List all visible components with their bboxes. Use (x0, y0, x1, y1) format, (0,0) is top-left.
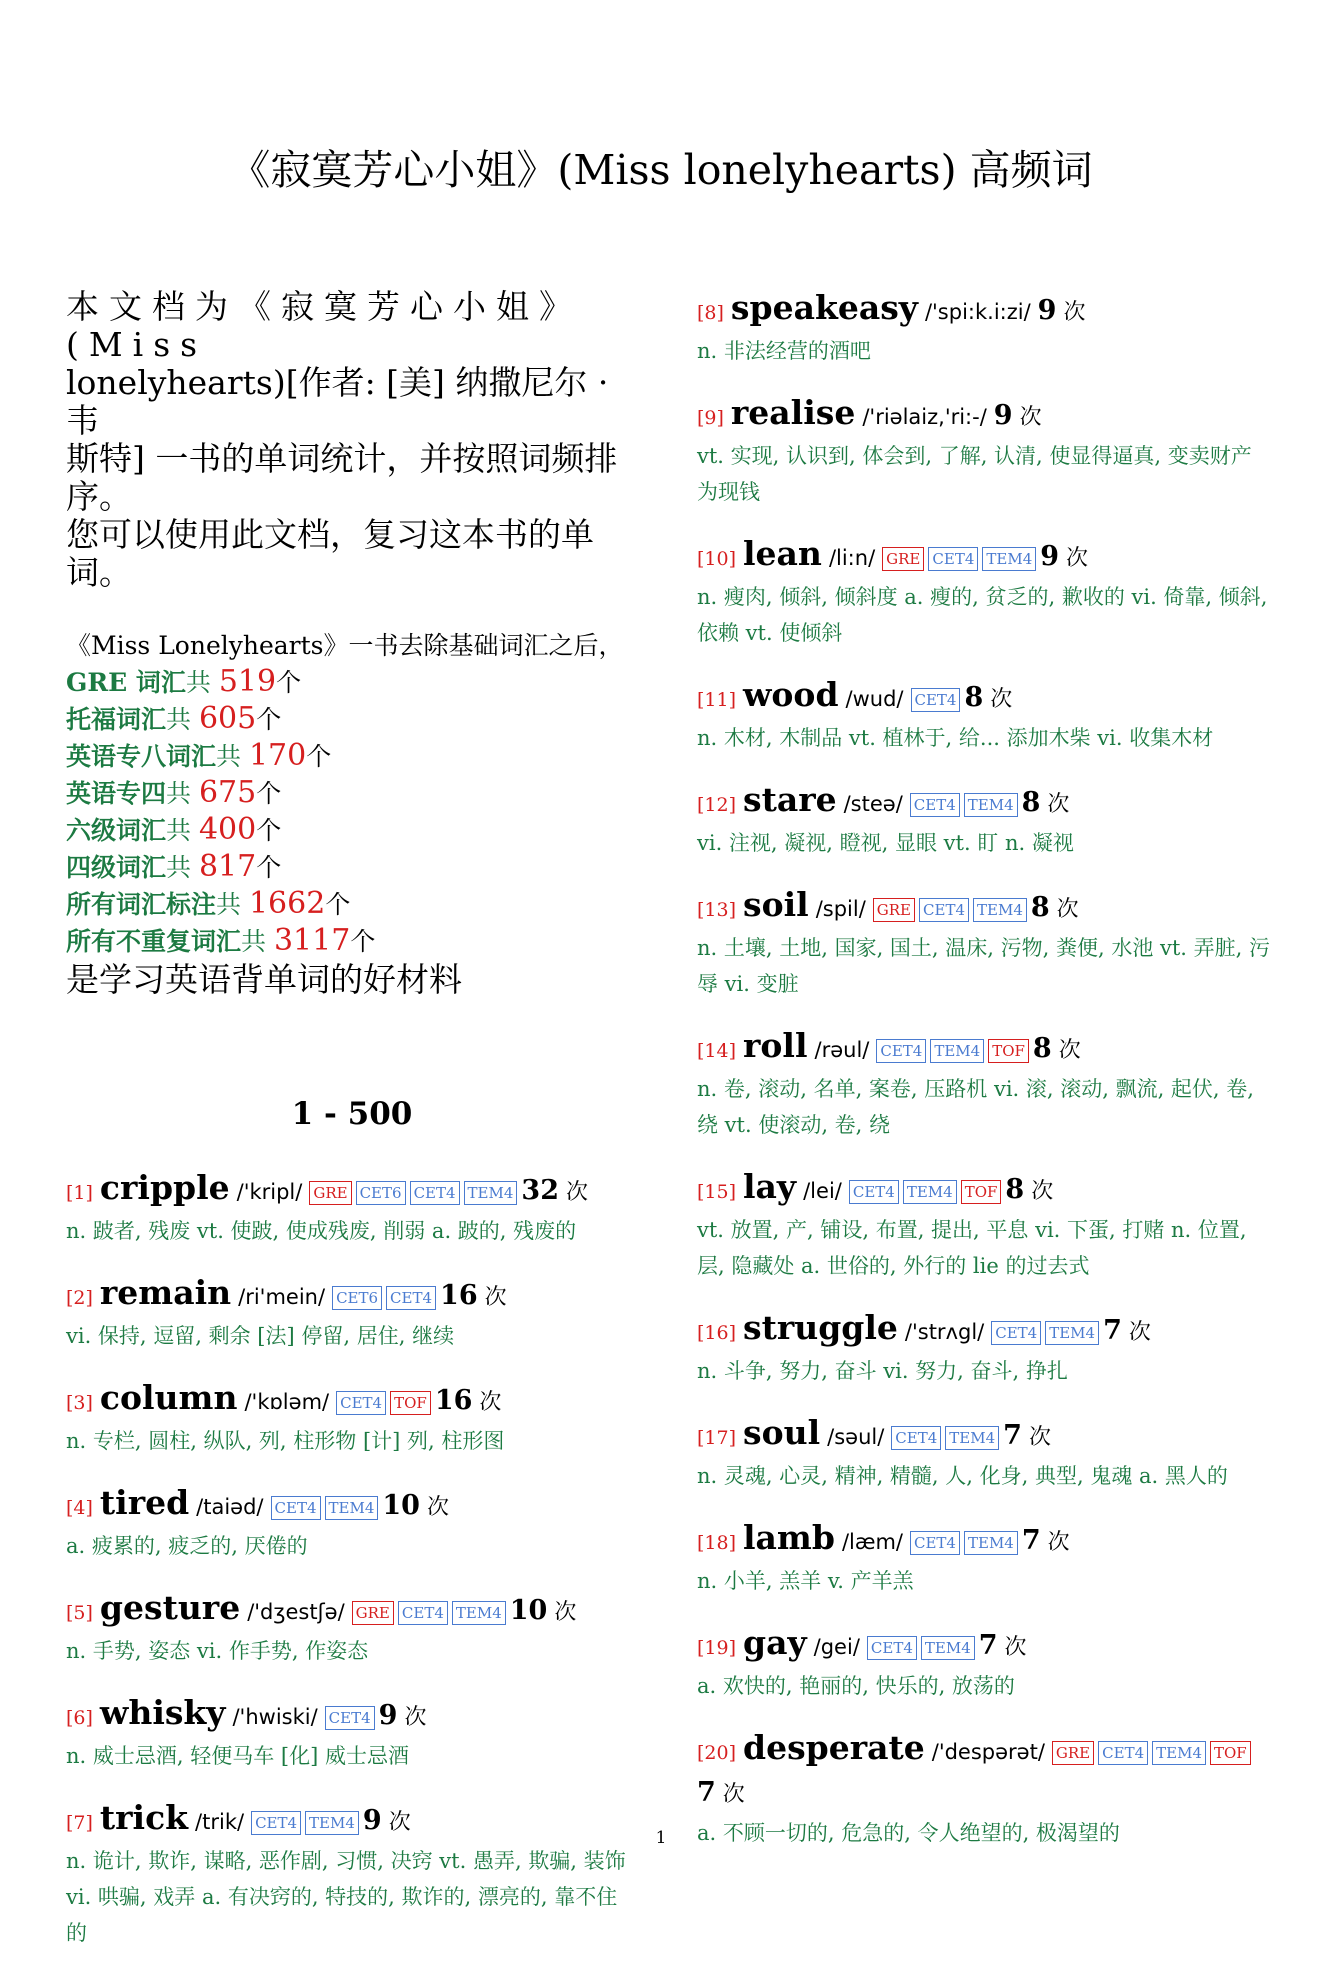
exam-tag: TOF (961, 1180, 1002, 1204)
exam-tag: CET4 (325, 1706, 375, 1730)
entry-definition: vi. 注视, 凝视, 瞪视, 显眼 vt. 盯 n. 凝视 (697, 831, 1074, 855)
stats-lead: 《Miss Lonelyhearts》一书去除基础词汇之后， (66, 631, 624, 660)
entry-phonetic: /'dʒestʃə/ (247, 1600, 345, 1624)
entry-head (697, 288, 1271, 333)
entry-phonetic: /taiəd/ (196, 1495, 264, 1519)
exam-tag: TOF (1210, 1741, 1251, 1765)
stats-unit: 个 (350, 927, 376, 956)
word-entry (697, 534, 1271, 651)
exam-tag: CET4 (251, 1811, 301, 1835)
stats-mid: 共 (216, 890, 249, 919)
entry-count: 32 (521, 1175, 559, 1206)
exam-tag: TEM4 (964, 1531, 1018, 1555)
entry-word: roll (743, 1026, 808, 1065)
word-entry (697, 288, 1271, 369)
entry-word: column (99, 1378, 238, 1417)
entry-index: [8] (697, 302, 724, 324)
stats-row (66, 775, 638, 812)
entry-count-unit: 次 (1047, 1530, 1070, 1555)
entry-index: [19] (697, 1637, 737, 1659)
entry-count-unit: 次 (1028, 1425, 1051, 1450)
entry-count-unit: 次 (1047, 792, 1070, 817)
exam-tag: CET4 (398, 1601, 448, 1625)
intro-line: 本文档为《寂寞芳心小姐》(Miss (66, 287, 582, 364)
entry-word: struggle (743, 1308, 898, 1347)
stats-unit: 个 (276, 668, 302, 697)
entry-word: tired (99, 1483, 190, 1522)
entry-phonetic: /spil/ (815, 897, 866, 921)
entry-index: [10] (697, 548, 737, 570)
entry-count: 9 (1040, 541, 1060, 572)
entry-head (697, 885, 1271, 930)
intro-line: 词。 (66, 553, 132, 592)
stats-label: 所有词汇标注 (66, 890, 217, 919)
entry-count: 7 (1021, 1525, 1041, 1556)
stats-count: 170 (248, 738, 307, 773)
entry-count-unit: 次 (1066, 546, 1089, 571)
entry-count: 16 (434, 1385, 473, 1416)
entry-count-unit: 次 (554, 1600, 577, 1625)
entry-head (66, 1693, 638, 1738)
exam-tag: TEM4 (982, 547, 1036, 571)
entry-count: 7 (1103, 1315, 1122, 1346)
word-entry (66, 1273, 638, 1354)
entry-head (697, 393, 1271, 438)
entry-definition: n. 瘦肉, 倾斜, 倾斜度 a. 瘦的, 贫乏的, 歉收的 vi. 倚靠, 倾斜, 依赖 vt. 使倾斜 (697, 585, 1268, 645)
stats-unit: 个 (306, 742, 332, 771)
entry-phonetic: /lei/ (803, 1179, 842, 1203)
entry-phonetic: /'despərət/ (931, 1740, 1045, 1764)
exam-tag: CET4 (928, 547, 978, 571)
entry-definition: a. 欢快的, 艳丽的, 快乐的, 放荡的 (697, 1674, 1015, 1698)
entry-count-unit: 次 (722, 1782, 745, 1807)
entry-definition: n. 木材, 木制品 vt. 植林于, 给... 添加木柴 vi. 收集木材 (697, 726, 1214, 750)
entry-index: [20] (697, 1742, 737, 1764)
entry-definition: n. 跛者, 残废 vt. 使跛, 使成残废, 削弱 a. 跛的, 残废的 (66, 1219, 577, 1243)
exam-tag: TEM4 (325, 1496, 379, 1520)
entry-count-unit: 次 (565, 1180, 588, 1205)
entry-phonetic: /steə/ (843, 792, 903, 816)
entry-word: speakeasy (730, 288, 918, 327)
stats-count: 519 (218, 664, 277, 699)
entry-phonetic: /læm/ (841, 1530, 903, 1554)
stats-mid: 共 (241, 927, 274, 956)
entry-count-unit: 次 (388, 1810, 411, 1835)
exam-tag: TOF (988, 1039, 1029, 1063)
stats-row (66, 812, 638, 849)
word-entry (697, 1623, 1271, 1704)
word-entry (697, 780, 1271, 861)
entry-index: [12] (697, 794, 737, 816)
exam-tag: TEM4 (930, 1039, 984, 1063)
entry-word: whisky (99, 1693, 226, 1732)
exam-tag: CET4 (849, 1180, 899, 1204)
entry-phonetic: /gei/ (813, 1635, 860, 1659)
entry-phonetic: /trik/ (195, 1810, 245, 1834)
stats-count: 605 (198, 701, 257, 736)
exam-tag: CET4 (410, 1181, 460, 1205)
page-number: 1 (655, 1828, 667, 1848)
exam-tag: TEM4 (1045, 1321, 1099, 1345)
stats-row (66, 886, 638, 923)
entry-word: gay (743, 1623, 807, 1662)
entry-head (697, 1167, 1271, 1212)
exam-tag: TEM4 (964, 793, 1018, 817)
exam-tag: CET4 (867, 1636, 917, 1660)
entry-phonetic: /'spi:k.i:zi/ (924, 300, 1031, 324)
entry-index: [14] (697, 1040, 737, 1062)
entry-word: lean (743, 534, 822, 573)
entry-count: 9 (1037, 295, 1057, 326)
entry-definition: n. 威士忌酒, 轻便马车 [化] 威士忌酒 (66, 1744, 409, 1768)
stats-mid: 共 (166, 705, 199, 734)
entry-definition: n. 小羊, 羔羊 v. 产羊羔 (697, 1569, 914, 1593)
entry-index: [5] (66, 1602, 93, 1624)
entry-phonetic: /'kripl/ (236, 1180, 303, 1204)
entry-phonetic: /'strʌgl/ (904, 1320, 985, 1344)
entry-count: 16 (440, 1280, 478, 1311)
exam-tag: CET4 (891, 1426, 941, 1450)
entry-index: [15] (697, 1181, 737, 1203)
stats-unit: 个 (256, 816, 282, 845)
entry-count: 10 (382, 1490, 420, 1521)
entry-definition: n. 土壤, 土地, 国家, 国土, 温床, 污物, 粪便, 水池 vt. 弄脏, 污辱 vi. 变脏 (697, 936, 1271, 996)
entry-phonetic: /'hwiski/ (232, 1705, 318, 1729)
entry-index: [3] (66, 1392, 93, 1414)
entry-count: 7 (1003, 1420, 1022, 1451)
entry-word: trick (99, 1798, 189, 1837)
word-entry (697, 1167, 1271, 1284)
intro-line: 序。 (66, 477, 132, 516)
intro-line: lonelyhearts)[作者: [美] 纳撒尼尔 · 韦 (66, 363, 609, 440)
entry-index: [17] (697, 1427, 737, 1449)
exam-tag: TEM4 (973, 898, 1027, 922)
exam-tag: CET4 (386, 1286, 436, 1310)
entry-head (697, 675, 1271, 720)
stats-unit: 个 (256, 779, 282, 808)
word-entry (66, 1378, 638, 1459)
word-entry (697, 885, 1271, 1002)
stats-label: 所有不重复词汇 (66, 927, 242, 956)
stats-mid: 共 (166, 816, 199, 845)
word-entry (66, 1798, 638, 1951)
exam-tag: GRE (873, 898, 915, 922)
vocab-stats (66, 628, 638, 1000)
exam-tag: TEM4 (464, 1181, 518, 1205)
entry-index: [1] (66, 1182, 93, 1204)
entry-index: [16] (697, 1322, 737, 1344)
entry-word: lamb (743, 1518, 835, 1557)
entry-head (66, 1378, 638, 1423)
entry-head (697, 1623, 1271, 1668)
entry-count: 9 (993, 400, 1013, 431)
entry-count-unit: 次 (1019, 405, 1042, 430)
entry-count-unit: 次 (990, 687, 1013, 712)
stats-count: 817 (198, 849, 257, 884)
word-entry (697, 1413, 1271, 1494)
stats-count: 1662 (248, 886, 326, 921)
entry-definition: n. 诡计, 欺诈, 谋略, 恶作剧, 习惯, 决窍 vt. 愚弄, 欺骗, 装饰 vi. 哄骗, 戏弄 a. 有决窍的, 特技的, 欺诈的, 漂亮的, 靠不住的 (66, 1849, 626, 1945)
entry-word: soil (743, 885, 809, 924)
exam-tag: TEM4 (921, 1636, 975, 1660)
stats-unit: 个 (325, 890, 351, 919)
stats-mid: 共 (216, 742, 249, 771)
exam-tag: GRE (309, 1181, 351, 1205)
stats-mid: 共 (166, 853, 199, 882)
entry-head (697, 1308, 1271, 1353)
entry-word: gesture (99, 1588, 241, 1627)
entry-head (697, 1518, 1271, 1563)
exam-tag: CET4 (876, 1039, 926, 1063)
entry-count-unit: 次 (1058, 1038, 1081, 1063)
stats-unit: 个 (256, 705, 282, 734)
entry-head (697, 534, 1271, 579)
exam-tag: TEM4 (305, 1811, 359, 1835)
word-entry (697, 1308, 1271, 1389)
entry-definition: n. 非法经营的酒吧 (697, 339, 871, 363)
entry-index: [9] (697, 407, 724, 429)
word-entry (697, 1026, 1271, 1143)
entry-head (697, 1728, 1271, 1815)
word-entry (697, 675, 1271, 756)
entry-definition: a. 不顾一切的, 危急的, 令人绝望的, 极渴望的 (697, 1821, 1120, 1845)
entry-word: realise (730, 393, 856, 432)
stats-label: 英语专八词汇 (66, 742, 217, 771)
exam-tag: TEM4 (452, 1601, 506, 1625)
stats-closing: 是学习英语背单词的好材料 (66, 960, 462, 999)
exam-tag: CET4 (336, 1391, 386, 1415)
entry-count-unit: 次 (404, 1705, 427, 1730)
intro-paragraph (66, 288, 638, 592)
word-entry (66, 1168, 638, 1249)
stats-count: 3117 (273, 923, 351, 958)
entry-count: 8 (1032, 1033, 1052, 1064)
exam-tag: CET4 (910, 793, 960, 817)
entry-count-unit: 次 (1031, 1179, 1054, 1204)
exam-tag: CET6 (332, 1286, 382, 1310)
exam-tag: CET4 (919, 898, 969, 922)
stats-label: 四级词汇 (66, 853, 167, 882)
word-entry (66, 1483, 638, 1564)
entry-count: 8 (1005, 1174, 1025, 1205)
entry-count-unit: 次 (1004, 1635, 1027, 1660)
entry-index: [2] (66, 1287, 93, 1309)
entry-count-unit: 次 (1056, 897, 1079, 922)
entry-count-unit: 次 (479, 1390, 502, 1415)
entry-definition: n. 专栏, 圆柱, 纵队, 列, 柱形物 [计] 列, 柱形图 (66, 1429, 505, 1453)
entry-phonetic: /rəul/ (814, 1038, 870, 1062)
entry-head (697, 780, 1271, 825)
stats-mid: 共 (166, 779, 199, 808)
exam-tag: TEM4 (1152, 1741, 1206, 1765)
exam-tag: CET4 (1098, 1741, 1148, 1765)
entry-count: 9 (362, 1805, 382, 1836)
stats-label: 英语专四 (66, 779, 167, 808)
intro-line: 斯特] 一书的单词统计，并按照词频排 (66, 439, 618, 478)
entry-count-unit: 次 (1128, 1320, 1151, 1345)
word-entry (66, 1588, 638, 1669)
entry-definition: vt. 实现, 认识到, 体会到, 了解, 认清, 使显得逼真, 变卖财产为现钱 (697, 444, 1252, 504)
entry-index: [13] (697, 899, 737, 921)
entry-index: [18] (697, 1532, 737, 1554)
exam-tag: CET4 (910, 1531, 960, 1555)
entry-count: 7 (697, 1777, 716, 1808)
stats-row (66, 849, 638, 886)
entry-phonetic: /wud/ (845, 687, 904, 711)
exam-tag: GRE (882, 547, 924, 571)
entry-index: [4] (66, 1497, 93, 1519)
entry-head (697, 1026, 1271, 1071)
entry-word: desperate (743, 1728, 925, 1767)
entry-count: 8 (1030, 892, 1050, 923)
entry-word: remain (99, 1273, 232, 1312)
entry-head (66, 1168, 638, 1213)
entry-word: stare (743, 780, 837, 819)
entry-count: 7 (978, 1630, 998, 1661)
word-entry (697, 393, 1271, 510)
entry-head (66, 1273, 638, 1318)
stats-count: 400 (198, 812, 257, 847)
entry-count-unit: 次 (426, 1495, 449, 1520)
stats-label: 托福词汇 (66, 705, 167, 734)
exam-tag: CET6 (356, 1181, 406, 1205)
entry-phonetic: /'kɒləm/ (244, 1390, 330, 1414)
entry-head (66, 1483, 638, 1528)
entry-index: [11] (697, 689, 737, 711)
stats-row (66, 701, 638, 738)
stats-label: 六级词汇 (66, 816, 167, 845)
entry-count: 10 (509, 1595, 548, 1626)
entry-definition: vi. 保持, 逗留, 剩余 [法] 停留, 居住, 继续 (66, 1324, 455, 1348)
exam-tag: TEM4 (903, 1180, 957, 1204)
word-list-right (697, 288, 1271, 1851)
entry-definition: n. 卷, 滚动, 名单, 案卷, 压路机 vi. 滚, 滚动, 飘流, 起伏, 卷, 绕 vt. 使滚动, 卷, 绕 (697, 1077, 1254, 1137)
stats-mid: 共 (185, 668, 219, 697)
stats-label: GRE 词汇 (66, 668, 186, 697)
stats-rows (66, 664, 638, 960)
entry-index: [6] (66, 1707, 93, 1729)
stats-row (66, 738, 638, 775)
stats-row (66, 664, 638, 701)
word-entry (66, 1693, 638, 1774)
page-title: 《寂寞芳心小姐》(Miss lonelyhearts) 高频词 (229, 146, 1093, 194)
stats-count: 675 (198, 775, 257, 810)
left-column (66, 288, 638, 1975)
entry-phonetic: /li:n/ (828, 546, 876, 570)
entry-definition: n. 斗争, 努力, 奋斗 vi. 努力, 奋斗, 挣扎 (697, 1359, 1068, 1383)
entry-count: 8 (964, 682, 984, 713)
entry-word: lay (743, 1167, 797, 1206)
stats-row (66, 923, 638, 960)
exam-tag: CET4 (271, 1496, 321, 1520)
exam-tag: TOF (390, 1391, 431, 1415)
entry-phonetic: /'riəlaiz,'ri:-/ (862, 405, 987, 429)
exam-tag: TEM4 (945, 1426, 999, 1450)
entry-count-unit: 次 (1063, 300, 1086, 325)
entry-word: cripple (99, 1168, 230, 1207)
stats-unit: 个 (256, 853, 282, 882)
entry-count-unit: 次 (484, 1285, 507, 1310)
entry-phonetic: /səul/ (827, 1425, 885, 1449)
word-entry (697, 1518, 1271, 1599)
entry-count: 9 (378, 1700, 398, 1731)
entry-word: wood (743, 675, 839, 714)
exam-tag: GRE (1052, 1741, 1094, 1765)
exam-tag: CET4 (911, 688, 961, 712)
entry-definition: vt. 放置, 产, 铺设, 布置, 提出, 平息 vi. 下蛋, 打赌 n. 位置, 层, 隐藏处 a. 世俗的, 外行的 lie 的过去式 (697, 1218, 1247, 1278)
entry-word: soul (743, 1413, 821, 1452)
intro-line: 您可以使用此文档，复习这本书的单 (66, 515, 594, 554)
entry-head (66, 1588, 638, 1633)
exam-tag: CET4 (991, 1321, 1041, 1345)
entry-index: [7] (66, 1812, 93, 1834)
entry-definition: a. 疲累的, 疲乏的, 厌倦的 (66, 1534, 308, 1558)
entry-definition: n. 灵魂, 心灵, 精神, 精髓, 人, 化身, 典型, 鬼魂 a. 黑人的 (697, 1464, 1228, 1488)
exam-tag: GRE (352, 1601, 394, 1625)
section-range: 1 - 500 (291, 1096, 413, 1132)
entry-phonetic: /ri'mein/ (238, 1285, 326, 1309)
right-column (697, 288, 1271, 1875)
entry-definition: n. 手势, 姿态 vi. 作手势, 作姿态 (66, 1639, 369, 1663)
entry-head (697, 1413, 1271, 1458)
entry-count: 8 (1021, 787, 1041, 818)
